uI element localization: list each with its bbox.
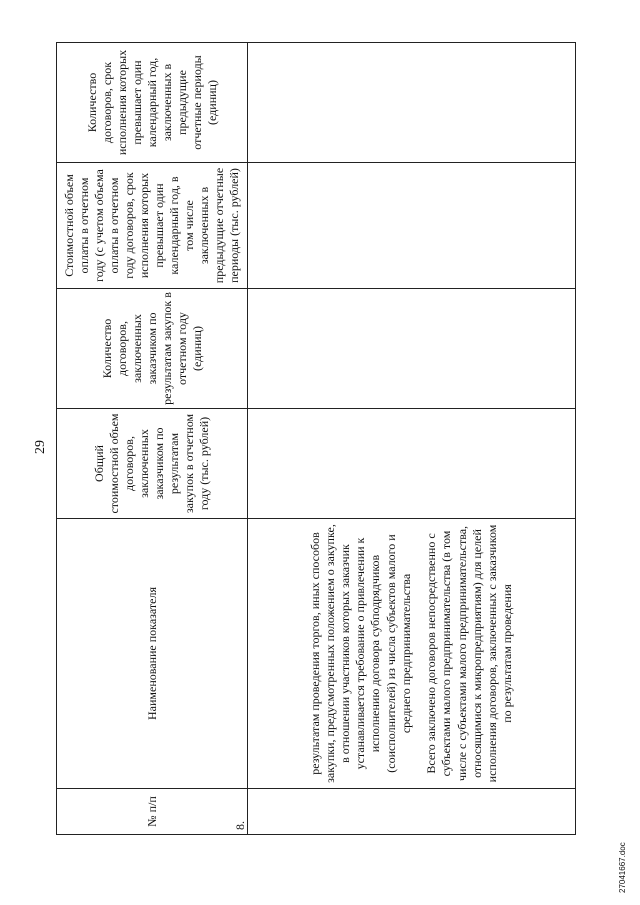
table-header-row [57, 43, 248, 835]
header-num: № п/п [57, 789, 248, 835]
value-cell [248, 43, 576, 163]
header-long-count: Количество договоров, срок исполнения которых превышает один календарный год, заключенных в предыдущие отчетные периоды (единиц) [57, 43, 248, 163]
row-num-cell [233, 789, 576, 835]
table-row [248, 43, 576, 835]
row-text: Всего заключено договоров непосредственно с субъектами малого предпринимательства (в том числе с субъектами малого предпринимательства, относящимися к микропредприятиям) для целей исполнения договоров, заключенных с заказчиком по результатам проведения [424, 524, 515, 783]
value-cell [248, 163, 576, 289]
header-payment-value: Стоимостной объем оплаты в отчетном году (с учетом объема оплаты в отчетном году договоров, срок исполнения которых превышает один календарный год, в том числе заключенных в предыдущие отчетные периоды (тыс. рублей) [57, 163, 248, 289]
doc-code: 27041667.doc [618, 842, 627, 893]
value-cell [248, 289, 576, 409]
indicator-table [56, 42, 576, 835]
page-number: 29 [33, 440, 48, 454]
header-name: Наименование показателя [57, 519, 248, 789]
header-total-value: Общий стоимостной объем договоров, заключенных заказчиком по результатам закупок в отчетном году (тыс. рублей) [57, 409, 248, 519]
header-count: Количество договоров, заключенных заказчиком по результатам закупок в отчетном году (единиц) [57, 289, 248, 409]
row-text: результатам проведения торгов, иных способов закупки, предусмотренных положением о закупке, в отношении участников которых заказчик устанавливается требование о привлечении к исполнению договора субподрядчиков (соисполнителей) из числа субъектов малого и среднего предпринимательства [307, 524, 413, 783]
row-num: 8. [233, 821, 247, 830]
row-name-cell [248, 519, 576, 789]
value-cell [248, 409, 576, 519]
